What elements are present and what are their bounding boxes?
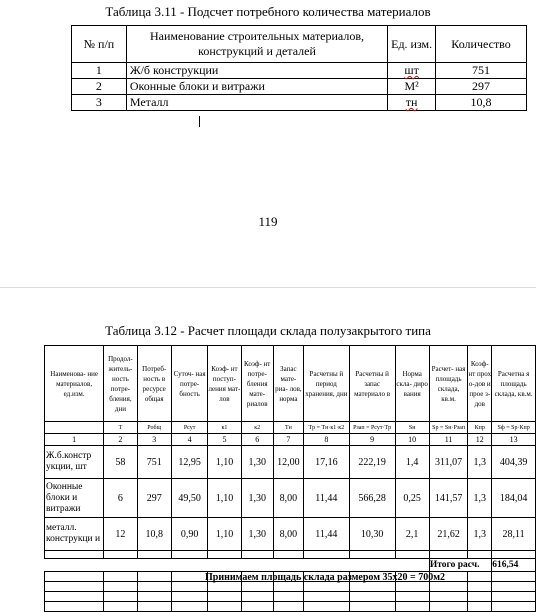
- table1-title: Таблица 3.11 - Подсчет потребного количества материалов: [105, 4, 431, 19]
- table-row: Ж.б.констр укции, шт 58 751 12,95 1,10 1,30 12,00 17,16 222,19 1,4 311,07 1,3 404,39: [45, 446, 536, 479]
- page-number: 119: [258, 214, 278, 229]
- header-unit: Ед. изм.: [388, 26, 436, 63]
- header-quantity: Количество: [436, 26, 527, 63]
- column-numbers-row: 1 2 3 4 5 6 7 8 9 10 11 12 13: [45, 434, 536, 446]
- page-break: [0, 287, 536, 288]
- symbols-row: T Pобщ Pсут к1 к2 Tн Tр = Tн·к1·к2 Pзап = Pсут·Tр Sн Sр = Sн·Pзап Кпр Sф = Sр·Кпр: [45, 422, 536, 434]
- total-row: [45, 559, 536, 572]
- header-name: Наименование строительных материалов, конструкций и деталей: [126, 26, 387, 63]
- table-row: металл. конструкци и 12 10,8 0,90 1,10 1,30 8,00 11,44 10,30 2,1 21,62 1,3 28,11: [45, 518, 536, 551]
- table-row: Оконные блоки и витражи 6 297 49,50 1,10 1,30 8,00 11,44 566,28 0,25 141,57 1,3 184,04: [45, 479, 536, 518]
- total-label: Итого расч.: [429, 559, 491, 572]
- total-value: 616,54: [492, 559, 536, 572]
- text-cursor: [199, 116, 200, 127]
- table-row: 3 Металл тн 10,8: [72, 95, 527, 111]
- conclusion-text: Принимаем площадь склада размером 35х20 = 700м2: [205, 572, 446, 583]
- materials-count-table: [71, 25, 527, 111]
- table-row: 1 Ж/б конструкции шт 751: [72, 63, 527, 79]
- header-row: Наименова- ние материалов, ед.изм. Продол- житель- ность потре- бления, дни Потреб- ность в ресурсе общая Суточ- ная потре- бность Коэф- нт поступ- ления мат- лов Коэф- нт потре- бления мате- риалов Запас мате- риа- лов, норма Расчетны й период хранения, дни Расчетны й запас материало в Норма скла- диро вания Расчет- ная площадь склада, кв.м. Коэф- нт прох о-дов и прое з-дов Расчетна я площадь склада, кв.м.: [45, 346, 536, 422]
- header-number: № п/п: [72, 26, 127, 63]
- table-row: 2 Оконные блоки и витражи М² 297: [72, 79, 527, 95]
- table2-title: Таблица 3.12 - Расчет площади склада полузакрытого типа: [105, 323, 431, 338]
